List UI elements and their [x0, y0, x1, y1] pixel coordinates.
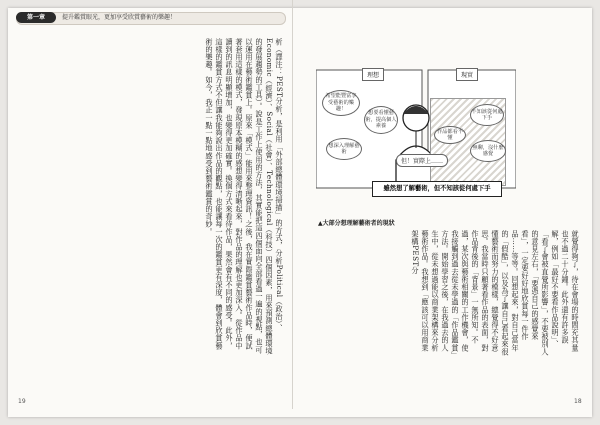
chapter-number: 第一章 [16, 12, 56, 23]
ideal-bubble-2: 想要看懂藝術，提高個人素養 [364, 106, 398, 134]
speech-box: 雖然想了解藝術，但不知該從何處下手 [372, 181, 502, 197]
reality-bubble-1: 不知該從何處下手 [470, 104, 504, 126]
ideal-bubble-3: 想深入理解藝術 [326, 138, 362, 160]
figure-caption: ▲大部分想理解藝術者的現狀 [318, 220, 395, 227]
ideal-label: 理想 [362, 68, 384, 81]
thought-text: 但！實際上…… [396, 154, 448, 167]
left-page-number: 19 [18, 398, 26, 405]
page-gutter [292, 0, 293, 409]
right-page-text: 就覺得夠了，待在會場的時間充其量也不過二十分鐘。此外還有許多誤解，例如「最好不要看作品說明」、「看了會被直覺所影響」，不要被別人的意見左右，「要憑自己的感覺來看」，一定要好好地欣賞每一件作品……等等。回想起來，對自己當年的「假酷」，以及為了讓自己看起來很懂藝術而努力的模樣，總覺得不好意思。我當時只顧著看作品的表面，對作品背後的「背景」一無所知。不過，某次與藝術相關的工作機會，使我接觸到過去從未學過的「作品鑑賞」方法。開始學習之後，在我過去的人生中，從未想過能以商業架構來分析藝術作品。我想到「應該可以用商業架構PEST分 [411, 230, 580, 356]
right-page-number: 18 [574, 398, 582, 405]
right-page-body [318, 230, 580, 356]
ideal-bubble-1: 希望能豐富享受藝術的樂趣！ [322, 90, 360, 116]
left-page-text: 析（譯注：PEST分析，是利用「外部總體環境掃描」的方式，分析Political（政治）、Economic（經濟）、Social（社會）、Technological（科技）四個因素，用來預測總體環境的發展趨勢的工具）。說是工作上使用的方法，其實能把這四個面向全部看過一遍的視點，也可以運用在藝術鑑賞上。原來「模式」能用來整理資訊！之後，我在實際鑑賞藝術作品時，便試著套用這樣的模式，發現原本模糊的感想變得清晰起來，對作品的理解也更加深入。從作品中讀到的訊息明顯增加，也變得更加確實。換個方式來看待作品，果然會有不同的感受。此外，這樣的鑑賞方式不但讓我能夠說出作品的觀點，也能讓每一次的鑑賞更有深度，體會到欣賞藝術的樂趣。如今，我正一點一點地感受到藝術鑑賞的奇妙。 [205, 38, 284, 355]
left-page-body [24, 38, 284, 356]
reality-bubble-2: 作品都看不懂 [434, 126, 466, 144]
chapter-title: 提升鑑賞眼光，更加享受欣賞藝術的樂趣！ [62, 14, 177, 21]
reality-bubble-3: 無聊，沒什麼感覺 [470, 140, 506, 162]
reality-label: 現實 [456, 68, 478, 81]
